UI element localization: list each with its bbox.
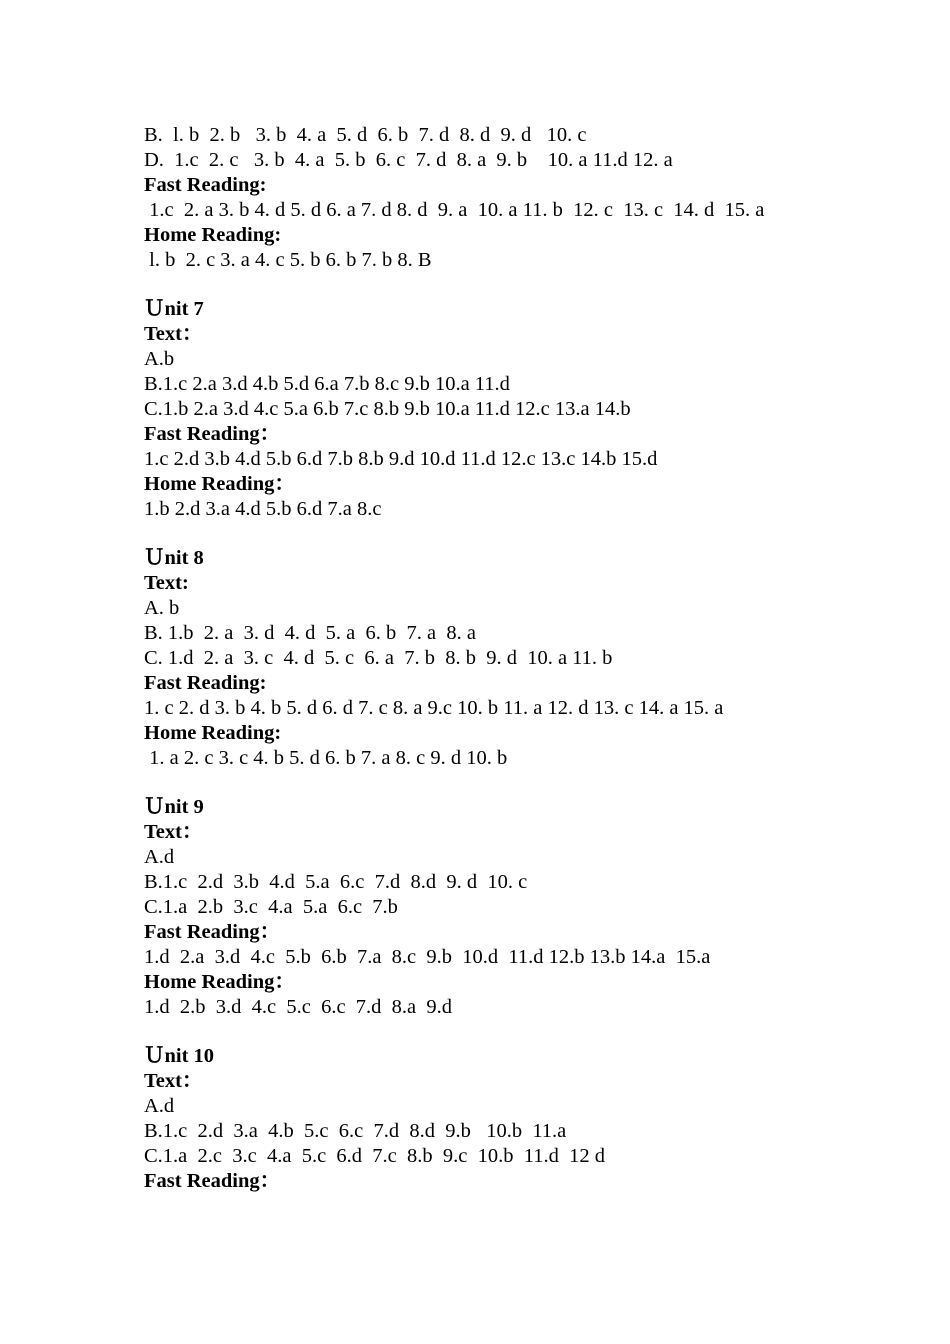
answer-key-page: [144, 123, 824, 1194]
text-answers-c: C.1.a 2.b 3.c 4.a 5.a 6.c 7.b: [144, 896, 398, 919]
home-reading-answers: 1.d 2.b 3.d 4.c 5.c 6.c 7.d 8.a 9.d: [144, 995, 453, 1018]
home-reading-heading: Home Reading:: [144, 223, 282, 246]
fast-reading-answers: 1.c 2.d 3.b 4.d 5.b 6.d 7.b 8.b 9.d 10.d 11.d 12.c 13.c 14.b 15.d: [144, 447, 658, 470]
text-answers-b: B. 1.b 2. a 3. d 4. d 5. a 6. b 7. a 8. a: [144, 622, 476, 645]
text-answers-b: B.1.c 2.a 3.d 4.b 5.d 6.a 7.b 8.c 9.b 10.a 11.d: [144, 373, 510, 396]
home-reading-heading: Home Reading：: [144, 472, 295, 495]
text-answers-a: A.d: [144, 846, 175, 869]
text-answers-a: A.d: [144, 1095, 175, 1118]
home-reading-answers: l. b 2. c 3. a 4. c 5. b 6. b 7. b 8. B: [144, 248, 432, 271]
unit-title: Ｕnit 9: [144, 796, 204, 819]
fast-reading-heading: Fast Reading:: [144, 671, 267, 694]
text-heading: Text：: [144, 323, 203, 346]
fast-reading-heading: Fast Reading：: [144, 422, 281, 445]
home-reading-heading: Home Reading:: [144, 721, 282, 744]
fast-reading-answers: 1.c 2. a 3. b 4. d 5. d 6. a 7. d 8. d 9. a 10. a 11. b 12. c 13. c 14. d 15. a: [144, 198, 765, 221]
text-answers-a: A. b: [144, 597, 180, 620]
text-heading: Text：: [144, 821, 203, 844]
fast-reading-answers: 1. c 2. d 3. b 4. b 5. d 6. d 7. c 8. a 9.c 10. b 11. a 12. d 13. c 14. a 15. a: [144, 696, 724, 719]
unit-title: Ｕnit 10: [144, 1045, 215, 1068]
text-heading: Text：: [144, 1070, 203, 1093]
home-reading-answers: 1.b 2.d 3.a 4.d 5.b 6.d 7.a 8.c: [144, 497, 382, 520]
text-answers-c: C.1.a 2.c 3.c 4.a 5.c 6.d 7.c 8.b 9.c 10.b 11.d 12 d: [144, 1145, 605, 1168]
home-reading-heading: Home Reading：: [144, 970, 295, 993]
text-answers-b: B.1.c 2.d 3.b 4.d 5.a 6.c 7.d 8.d 9. d 10. c: [144, 871, 528, 894]
text-answers-c: C.1.b 2.a 3.d 4.c 5.a 6.b 7.c 8.b 9.b 10.a 11.d 12.c 13.a 14.b: [144, 397, 631, 420]
home-reading-answers: 1. a 2. c 3. c 4. b 5. d 6. b 7. a 8. c 9. d 10. b: [144, 746, 508, 769]
section-b-answers: B. l. b 2. b 3. b 4. a 5. d 6. b 7. d 8. d 9. d 10. c: [144, 124, 587, 146]
text-answers-b: B.1.c 2.d 3.a 4.b 5.c 6.c 7.d 8.d 9.b 10.b 11.a: [144, 1120, 567, 1143]
fast-reading-heading: Fast Reading:: [144, 173, 267, 196]
section-d-answers: D. 1.c 2. c 3. b 4. a 5. b 6. c 7. d 8. a 9. b 10. a 11.d 12. a: [144, 148, 673, 171]
fast-reading-heading: Fast Reading：: [144, 1170, 281, 1192]
unit-title: Ｕnit 7: [144, 298, 204, 321]
text-answers-c: C. 1.d 2. a 3. c 4. d 5. c 6. a 7. b 8. b 9. d 10. a 11. b: [144, 647, 613, 669]
text-answers-a: A.b: [144, 348, 175, 371]
fast-reading-answers: 1.d 2.a 3.d 4.c 5.b 6.b 7.a 8.c 9.b 10.d 11.d 12.b 13.b 14.a 15.a: [144, 945, 711, 968]
unit-title: Ｕnit 8: [144, 547, 204, 570]
fast-reading-heading: Fast Reading：: [144, 920, 281, 943]
text-heading: Text:: [144, 572, 189, 595]
